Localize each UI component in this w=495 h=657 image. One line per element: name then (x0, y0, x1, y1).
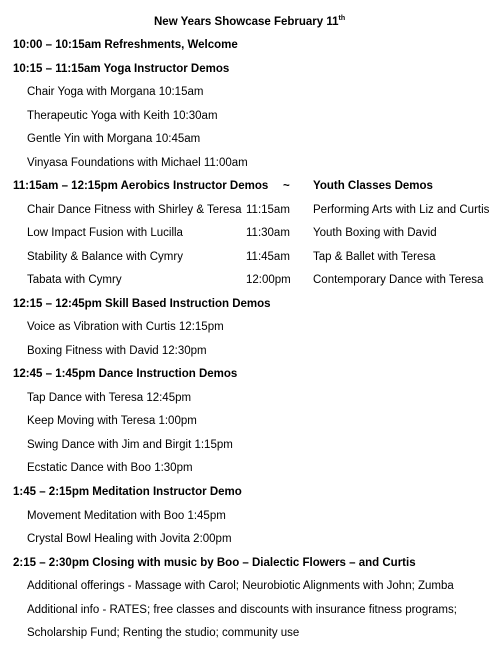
list-item-meditation-2: Crystal Bowl Healing with Jovita 2:00pm (27, 533, 232, 545)
section-heading-yoga: 10:15 – 11:15am Yoga Instructor Demos (13, 63, 230, 75)
section-heading-dance: 12:45 – 1:45pm Dance Instruction Demos (13, 368, 238, 380)
list-item-skill-2: Boxing Fitness with David 12:30pm (27, 345, 207, 357)
page-title (154, 15, 345, 29)
list-item-aerobics-1-time: 11:15am (246, 204, 290, 216)
section-heading-youth: Youth Classes Demos (313, 180, 433, 192)
list-item-skill-1: Voice as Vibration with Curtis 12:15pm (27, 321, 224, 333)
section-separator-tilde: ~ (283, 180, 290, 192)
list-item-aerobics-3: Stability & Balance with Cymry (27, 251, 183, 263)
section-heading-closing: 2:15 – 2:30pm Closing with music by Boo – Dialectic Flowers – and Curtis (13, 557, 416, 569)
list-item-youth-1: Performing Arts with Liz and Curtis (313, 204, 490, 216)
section-heading-meditation: 1:45 – 2:15pm Meditation Instructor Demo (13, 486, 242, 498)
list-item-aerobics-2-time: 11:30am (246, 227, 290, 239)
list-item-aerobics-3-time: 11:45am (246, 251, 290, 263)
list-item-meditation-1: Movement Meditation with Boo 1:45pm (27, 510, 226, 522)
list-item-closing-3: Scholarship Fund; Renting the studio; community use (27, 627, 300, 639)
list-item-closing-2: Additional info - RATES; free classes and discounts with insurance fitness programs; (27, 604, 457, 616)
list-item-closing-1: Additional offerings - Massage with Carol; Neurobiotic Alignments with John; Zumba (27, 580, 454, 592)
list-item-yoga-2: Therapeutic Yoga with Keith 10:30am (27, 110, 218, 122)
list-item-yoga-1: Chair Yoga with Morgana 10:15am (27, 86, 204, 98)
list-item-yoga-4: Vinyasa Foundations with Michael 11:00am (27, 157, 248, 169)
list-item-youth-2: Youth Boxing with David (313, 227, 437, 239)
section-heading-refreshments: 10:00 – 10:15am Refreshments, Welcome (13, 39, 238, 51)
list-item-dance-4: Ecstatic Dance with Boo 1:30pm (27, 462, 193, 474)
list-item-youth-3: Tap & Ballet with Teresa (313, 251, 436, 263)
list-item-aerobics-4: Tabata with Cymry (27, 274, 122, 286)
list-item-dance-3: Swing Dance with Jim and Birgit 1:15pm (27, 439, 233, 451)
list-item-youth-4: Contemporary Dance with Teresa (313, 274, 484, 286)
section-heading-aerobics: 11:15am – 12:15pm Aerobics Instructor Demos (13, 180, 269, 192)
list-item-dance-1: Tap Dance with Teresa 12:45pm (27, 392, 192, 404)
section-heading-skill: 12:15 – 12:45pm Skill Based Instruction Demos (13, 298, 271, 310)
list-item-yoga-3: Gentle Yin with Morgana 10:45am (27, 133, 201, 145)
list-item-aerobics-4-time: 12:00pm (246, 274, 291, 286)
list-item-aerobics-2: Low Impact Fusion with Lucilla (27, 227, 183, 239)
list-item-aerobics-1: Chair Dance Fitness with Shirley & Teresa (27, 204, 242, 216)
page-title-superscript: th (338, 15, 346, 23)
page-title-text: New Years Showcase February 11 (154, 16, 339, 28)
list-item-dance-2: Keep Moving with Teresa 1:00pm (27, 415, 197, 427)
